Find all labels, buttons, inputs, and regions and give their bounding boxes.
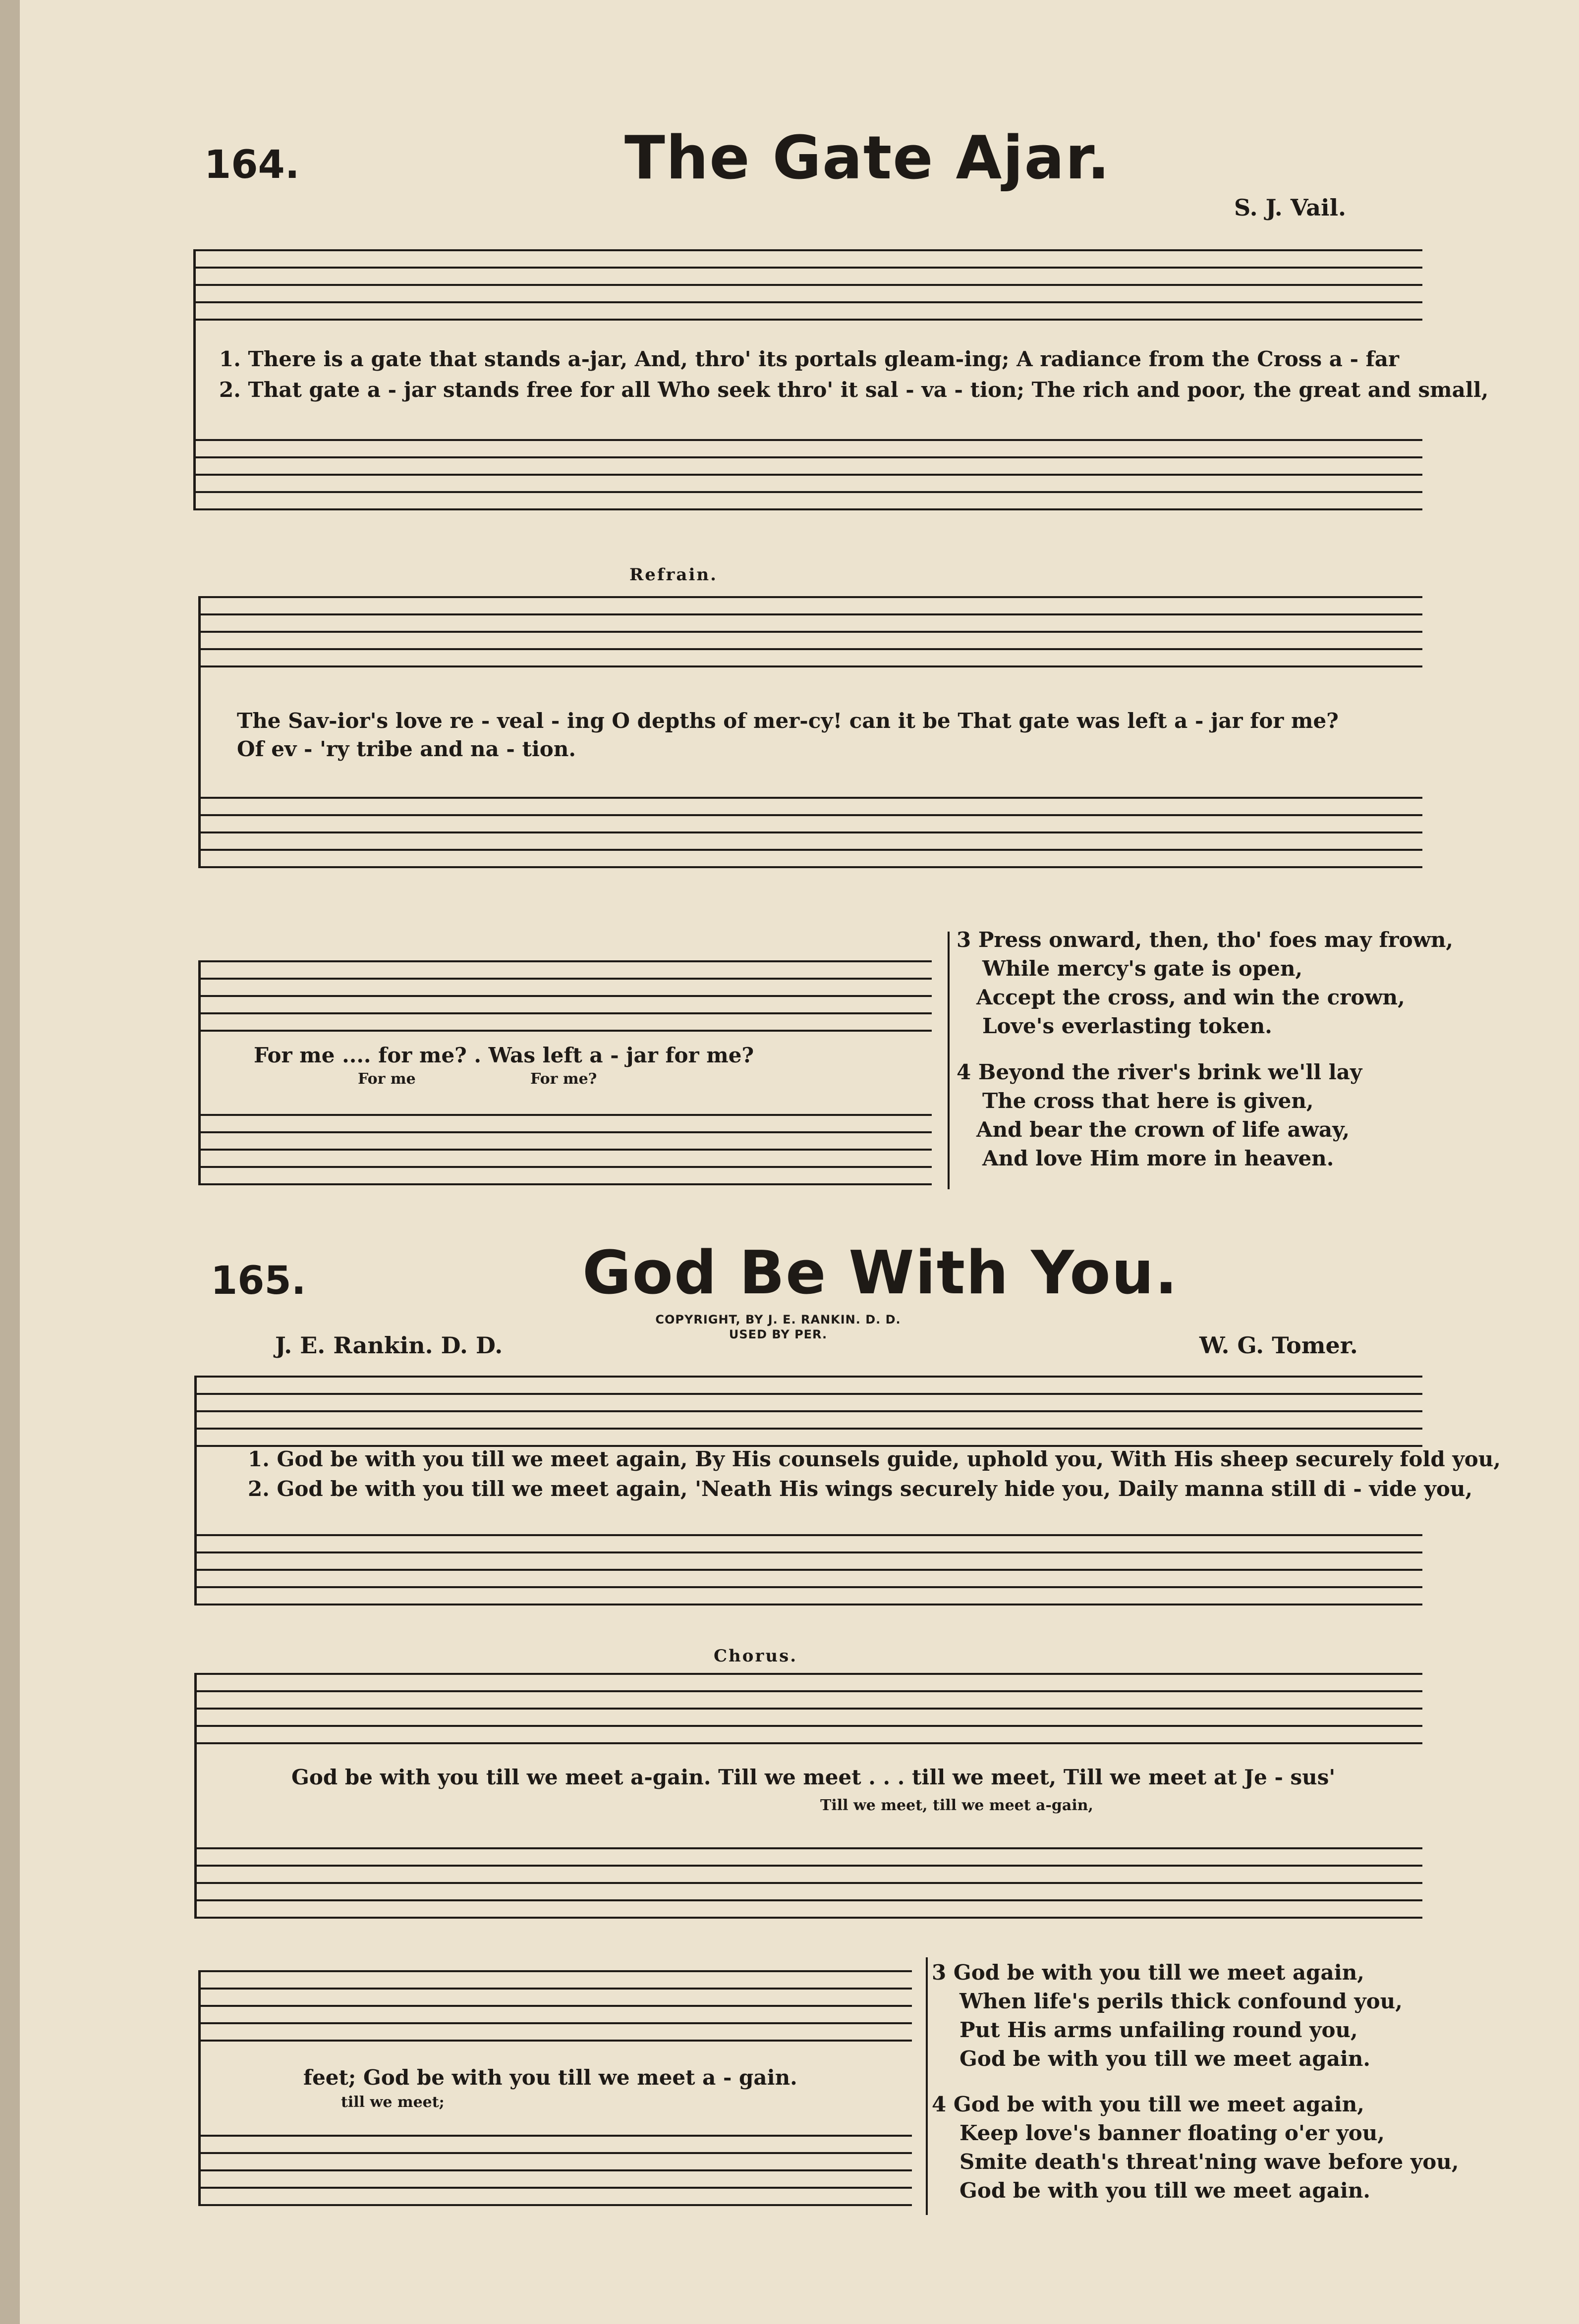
page-binding-edge [0, 0, 20, 2324]
hymn-164-number: 164. [204, 143, 300, 187]
system-brace-164-1 [193, 250, 196, 509]
verse-3-line-1: 3 God be with you till we meet again, [932, 1960, 1364, 1985]
system-brace-165-2 [194, 1674, 197, 1918]
hymn-164-verse1-line: 1. There is a gate that stands a-jar, And, thro' its portals gleam-ing; A radiance from the Cross a - far [219, 347, 1400, 371]
verse-3-line-4: Love's everlasting token. [982, 1014, 1272, 1038]
verse-4-line-4: God be with you till we meet again. [959, 2178, 1371, 2203]
verse-3-line-2: While mercy's gate is open, [982, 956, 1303, 981]
hymn-165-number: 165. [211, 1259, 306, 1303]
bass-staff-164-3 [198, 1110, 932, 1189]
hymn-165-composer: W. G. Tomer. [1199, 1332, 1358, 1359]
hymn-165-verse2-line: 2. God be with you till we meet again, 'Neath His wings securely hide you, Daily manna still di - vide you, [248, 1477, 1473, 1501]
verse-3-line-3: Accept the cross, and win the crown, [976, 985, 1405, 1009]
hymn-165-chorus-alt: Till we meet, till we meet a-gain, [820, 1797, 1094, 1814]
treble-staff-165-2 [194, 1669, 1422, 1748]
verse-4-line-1: 4 God be with you till we meet again, [932, 2092, 1364, 2116]
column-divider-165 [926, 1957, 928, 2215]
copyright-line: COPYRIGHT, BY J. E. RANKIN. D. D. [655, 1313, 901, 1327]
verse-3-line-1: 3 Press onward, then, tho' foes may frown, [957, 928, 1453, 952]
hymn-165-copyright [644, 1312, 912, 1342]
hymn-165-verse-3 [932, 1958, 1403, 2073]
hymn-165-ending-alt: till we meet; [341, 2094, 445, 2111]
hymn-164-verse2-line: 2. That gate a - jar stands free for all Who seek thro' it sal - va - tion; The rich and poor, the great and small, [219, 378, 1489, 402]
hymn-164-title: The Gate Ajar. [624, 124, 1111, 193]
system-brace-165-1 [194, 1377, 197, 1605]
hymn-165-verse-4 [932, 2090, 1459, 2205]
hymn-165-ending-line: feet; God be with you till we meet a - gain. [303, 2065, 797, 2090]
verse-4-line-1: 4 Beyond the river's brink we'll lay [957, 1060, 1362, 1084]
verse-4-line-3: Smite death's threat'ning wave before you, [959, 2150, 1459, 2174]
hymn-165-chorus-line: God be with you till we meet a-gain. Till we meet . . . till we meet, Till we meet at Je - sus' [291, 1765, 1336, 1789]
verse-3-line-3: Put His arms unfailing round you, [959, 2018, 1358, 2042]
bass-staff-165-1 [194, 1530, 1422, 1609]
hymn-164-composer: S. J. Vail. [1234, 194, 1347, 221]
hymn-164-refrain-line-2: Of ev - 'ry tribe and na - tion. [237, 737, 576, 761]
treble-staff-164-1 [193, 245, 1422, 325]
bass-staff-164-2 [198, 793, 1422, 872]
hymn-164-verse-3 [957, 926, 1453, 1041]
system-brace-164-2 [198, 597, 201, 867]
treble-staff-165-3 [198, 1966, 912, 2046]
system-brace-165-3 [198, 1971, 201, 2205]
column-divider-164 [948, 932, 950, 1189]
hymn-164-refrain-line: The Sav-ior's love re - veal - ing O depths of mer-cy! can it be That gate was left a - jar for me? [237, 709, 1339, 733]
hymn-165-verse1-line: 1. God be with you till we meet again, By His counsels guide, uphold you, With His sheep securely fold you, [248, 1447, 1501, 1471]
hymn-165-title: God Be With You. [582, 1239, 1179, 1308]
hymn-164-ending-alt-2: For me? [530, 1070, 597, 1088]
hymn-164-verse-4 [957, 1058, 1362, 1173]
verse-4-line-3: And bear the crown of life away, [976, 1117, 1350, 1142]
bass-staff-165-2 [194, 1843, 1422, 1923]
verse-4-line-4: And love Him more in heaven. [982, 1146, 1334, 1170]
chorus-label: Chorus. [714, 1646, 798, 1666]
hymn-164-ending-alt-1: For me [358, 1070, 416, 1088]
bass-staff-165-3 [198, 2131, 912, 2210]
refrain-label: Refrain. [629, 565, 718, 585]
hymn-164-ending-line: For me .... for me? . Was left a - jar for me? [254, 1043, 754, 1067]
treble-staff-164-3 [198, 956, 932, 1036]
treble-staff-165-1 [194, 1372, 1422, 1451]
hymn-165-author: J. E. Rankin. D. D. [275, 1332, 503, 1359]
verse-4-line-2: Keep love's banner floating o'er you, [959, 2121, 1385, 2145]
verse-3-line-2: When life's perils thick confound you, [959, 1989, 1403, 2013]
treble-staff-164-2 [198, 592, 1422, 671]
verse-3-line-4: God be with you till we meet again. [959, 2047, 1371, 2071]
permission-line: USED BY PER. [729, 1328, 828, 1341]
system-brace-164-3 [198, 961, 201, 1184]
verse-4-line-2: The cross that here is given, [982, 1089, 1314, 1113]
bass-staff-164-1 [193, 435, 1422, 514]
